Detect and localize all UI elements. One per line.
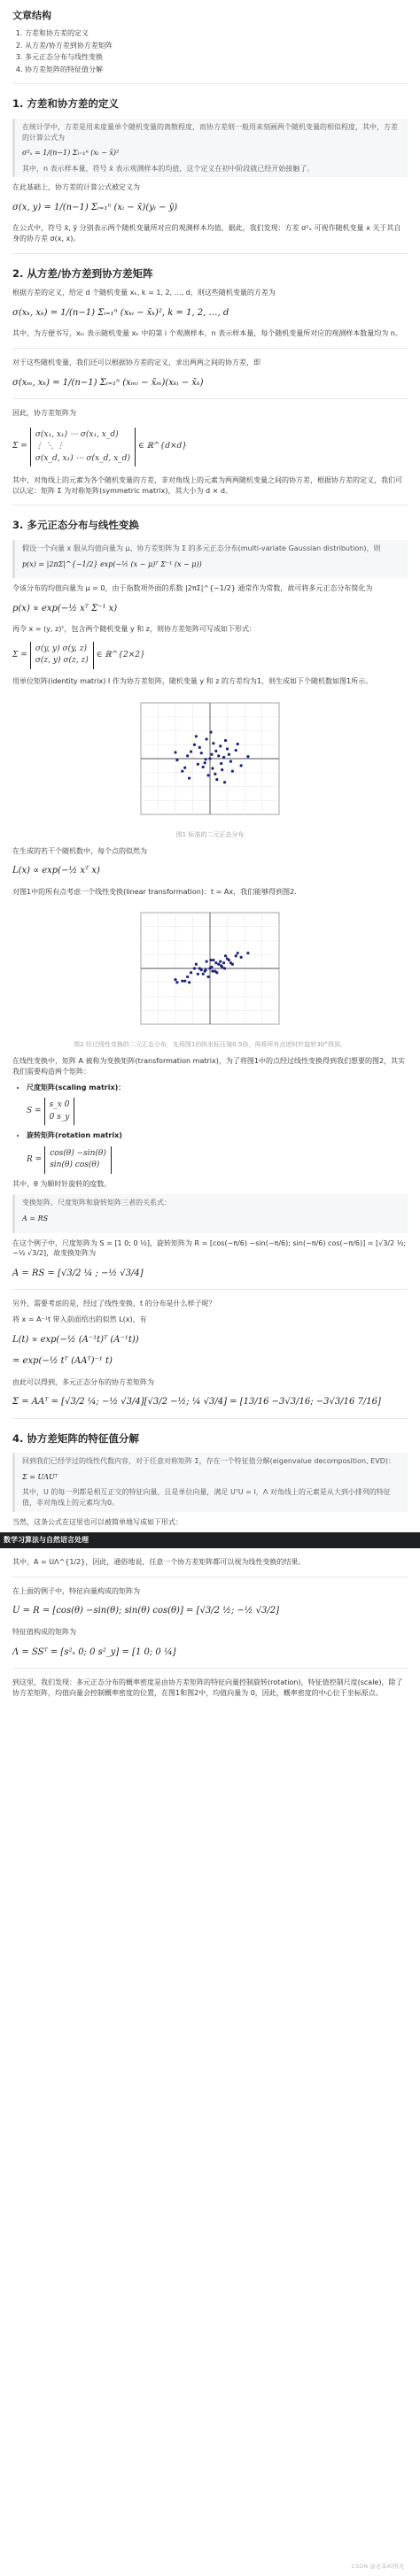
scatter-point [200, 752, 203, 754]
figure-1 [12, 692, 408, 825]
scatter-point [219, 744, 222, 747]
scatter-point [223, 968, 226, 970]
scatter-point [217, 963, 220, 966]
scatter-point [206, 960, 208, 963]
scatter-point [215, 971, 218, 974]
scatter-point [246, 952, 249, 954]
matrix-body [30, 642, 94, 669]
matrix-label: Σ = [12, 442, 27, 451]
divider [12, 1668, 408, 1669]
figure-caption: 图1 标准的二元正态分布 [175, 830, 245, 838]
overlay-banner[interactable]: 数学习算法与自然语言处理 [0, 1532, 420, 1548]
rotation-matrix [44, 1146, 112, 1174]
scatter-point [214, 749, 217, 752]
matrix-label: Σ = [12, 650, 27, 659]
scatter-point [222, 961, 225, 964]
matrix-suffix: ∈ ℝ^{2×2} [96, 650, 145, 659]
divider [12, 253, 408, 254]
section-1-title: 1. 方差和协方差的定义 [12, 97, 119, 111]
scatter-point [206, 737, 208, 740]
divider [12, 1289, 408, 1290]
blockquote [12, 1453, 408, 1511]
scatter-point [188, 776, 191, 779]
scatter-point [229, 760, 232, 762]
formula-ars: A = RS [22, 1215, 49, 1223]
scatter-point [183, 980, 186, 983]
formula-gaussian-simplified: p(x) ∝ exp(−½ xᵀ Σ⁻¹ x) [12, 603, 118, 613]
scatter-point [212, 742, 214, 744]
scatter-point [219, 960, 222, 963]
matrix-row: σ(x_d, x₁) ⋯ σ(x_d, x_d) [35, 453, 130, 463]
scatter-point [205, 758, 207, 760]
toc-item[interactable]: 4. 协方差矩阵的特征值分解 [25, 65, 408, 75]
paragraph: 再令 x = (y, z)ᵀ，包含两个随机变量 y 和 z，则协方差矩阵可写成如下形式： [12, 625, 256, 634]
section-3-title: 3. 多元正态分布与线性变换 [12, 519, 139, 532]
scatter-point [209, 730, 212, 733]
scatter-point [197, 973, 199, 976]
scatter-point [246, 755, 249, 758]
scatter-point [210, 752, 213, 755]
formula-evd: Σ = UΛUᵀ [22, 1472, 58, 1481]
scatter-point [181, 769, 183, 772]
blockquote [12, 119, 408, 177]
scatter-point [237, 952, 239, 954]
matrix-row: σ(x₁, x₁) ⋯ σ(x₁, x_d) [35, 429, 119, 439]
scatter-point [205, 968, 207, 971]
bullet-label: 旋转矩阵(rotation matrix) [27, 1131, 122, 1140]
covariance-matrix [12, 428, 408, 467]
paragraph: 在线性变换中，矩阵 A 被称为变换矩阵(transformation matrix)，为了将图1中的点经过线性变换得到我们想要的图2，其实我们需要构造两个矩阵： [12, 1057, 406, 1076]
scatter-point [198, 968, 201, 970]
quote-text: 其中，n 表示样本量，符号 x̄ 表示观测样本的均值，这个定义在初中阶段就已经开始接触了。 [22, 164, 315, 173]
paragraph: 到这里，我们发现：多元正态分布的概率密度是由协方差矩阵的特征向量控制旋转(rotation)，特征值控制尺度(scale)，除了协方差矩阵，均值向量会控制概率密度的位置，在图1和图2中，均值向量为 0，因此，概率密度的中心位于坐标原点。 [12, 1678, 403, 1697]
scatter-point [197, 762, 199, 765]
matrix-row: σ(y, y) σ(y, z) [35, 644, 88, 653]
scatter-plot-1 [130, 692, 290, 825]
scatter-point [181, 980, 183, 983]
formula-variance-k: σ(xₖ, xₖ) = 1/(n−1) Σᵢ₌₁ⁿ (xₖᵢ − x̄ₖ)², k = 1, 2, …, d [12, 307, 229, 318]
paragraph: 由此可以得到，多元正态分布的协方差矩阵为 [12, 1377, 154, 1386]
scatter-point [175, 981, 178, 983]
formula-lambda: Λ = SSᵀ = [s²ₓ 0; 0 s²_y] = [1 0; 0 ¼] [12, 1647, 176, 1657]
scatter-point [186, 754, 189, 757]
paragraph: 在生成的若干个随机数中，每个点的似然为 [12, 846, 147, 855]
formula-a: A = RS = [√3/2 ¼ ; −½ √3/4] [12, 1268, 144, 1278]
matrix-body [30, 428, 136, 467]
quote-text: 变换矩阵、尺度矩阵和旋转矩阵三者的关系式： [22, 1199, 171, 1207]
scatter-point [240, 764, 243, 767]
paragraph: 在公式中，符号 x̄, ȳ 分别表示两个随机变量所对应的观测样本均值，据此，我们发现：方差 σ²ₓ 可视作随机变量 x 关于其自身的协方差 σ(x, x)。 [12, 224, 401, 243]
scatter-point [215, 778, 218, 781]
scatter-point [193, 968, 196, 970]
scatter-point [174, 751, 176, 753]
matrix-row: 0 s_y [49, 1112, 70, 1122]
formula-covariance: σ(x, y) = 1/(n−1) Σᵢ₌₁ⁿ (xᵢ − x̄)(yᵢ − ȳ) [12, 202, 178, 212]
scatter-point [226, 747, 229, 750]
paragraph: 其中，为方便书写，xₖᵢ 表示随机变量 xₖ 中的第 i 个观测样本，n 表示样本量，每个随机变量所对应的观测样本数量均为 n。 [12, 329, 402, 338]
paragraph: 令该分布的均值向量为 μ = 0，由于指数项外面的系数 |2πΣ|^{−1/2} 通常作为常数，故可将多元正态分布简化为 [12, 584, 373, 593]
bullet-item [27, 1130, 408, 1174]
scatter-point [224, 955, 227, 958]
scatter-point [224, 738, 227, 741]
quote-text: 假设一个向量 x 服从均值向量为 μ、协方差矩阵为 Σ 的多元正态分布(multi-variate Gaussian distribution)，则 [22, 544, 381, 553]
scatter-point [214, 961, 217, 964]
matrix-row: σ(z, y) σ(z, z) [35, 656, 89, 666]
paragraph: 用单位矩阵(identity matrix) I 作为协方差矩阵，随机变量 y 和 z 的方差均为1，则生成如下个随机数如图1所示。 [12, 676, 373, 685]
paragraph: 在此基础上，协方差的计算公式被定义为 [12, 183, 140, 192]
paragraph: 其中，A = UΛ^{1/2}，因此，通俗地说，任意一个协方差矩阵都可以视为线性变换的结果。 [12, 1558, 306, 1567]
matrix-row: cos(θ) −sin(θ) [50, 1148, 106, 1158]
paragraph: 因此，协方差矩阵为 [12, 409, 76, 418]
scatter-point [217, 754, 220, 757]
formula-lt-1: L(t) ∝ exp(−½ (A⁻¹t)ᵀ (A⁻¹t)) [12, 1334, 139, 1345]
paragraph: 在上面的例子中，特征向量构成的矩阵为 [12, 1586, 140, 1595]
blockquote [12, 1194, 408, 1232]
bullet-label: 尺度矩阵(scaling matrix)： [27, 1083, 126, 1091]
formula-likelihood: L(x) ∝ exp(−½ xᵀ x) [12, 866, 100, 876]
scatter-point [209, 959, 212, 961]
matrix-row: sin(θ) cos(θ) [50, 1161, 100, 1170]
formula-u: U = R = [cos(θ) −sin(θ); sin(θ) cos(θ)] = [√3/2 ½; −½ √3/2] [12, 1606, 279, 1616]
matrix-label: S = [27, 1107, 42, 1116]
paragraph: 根据方差的定义，给定 d 个随机变量 xₖ, k = 1, 2, …, d，则这些随机变量的方差为 [12, 289, 276, 297]
scatter-point [228, 959, 230, 961]
scatter-point [240, 956, 243, 959]
scaling-matrix [44, 1098, 75, 1125]
scatter-point [204, 761, 206, 764]
section-2-title: 2. 从方差/协方差到协方差矩阵 [12, 266, 153, 280]
scatter-point [195, 735, 198, 737]
scatter-point [237, 742, 239, 744]
scatter-point [208, 757, 211, 760]
paragraph: 其中，θ 为顺时针旋转的度数。 [12, 1179, 112, 1188]
paragraph: 将 x = A⁻¹t 带入前面给出的似然 L(x)，有 [12, 1315, 147, 1323]
matrix-row: s_x 0 [49, 1100, 70, 1110]
scatter-point [231, 963, 234, 966]
scatter-point [193, 743, 196, 745]
scatter-point [208, 968, 211, 970]
scatter-point [202, 973, 205, 976]
toc-list [12, 28, 408, 74]
scatter-point [183, 766, 186, 768]
scatter-point [188, 981, 191, 983]
paragraph: 对图1中的所有点考虑一个线性变换(linear transformation)：t = Ax，我们能够得到图2. [12, 887, 297, 896]
toc-item[interactable]: 2. 从方差/协方差到协方差矩阵 [25, 41, 408, 51]
formula-gaussian: p(x) = |2πΣ|^{−1/2} exp(−½ (x − μ)ᵀ Σ⁻¹ (x − μ)) [22, 559, 202, 568]
toc-item[interactable]: 1. 方差和协方差的定义 [25, 28, 408, 39]
watermark: CSDN @老笨Ai图灵 [351, 2562, 404, 2570]
quote-text: 在统计学中，方差是用来度量单个随机变量的离散程度，而协方差则一般用来刻画两个随机变量的相似程度，其中，方差的计算公式为 [22, 122, 398, 142]
scatter-point [186, 976, 189, 978]
scatter-point [198, 745, 201, 748]
scatter-point [211, 767, 214, 769]
matrix-row: ⋮ ⋱ ⋮ [35, 442, 65, 451]
divider [12, 348, 408, 349]
bullet-list [12, 1083, 408, 1174]
section-4-title: 4. 协方差矩阵的特征值分解 [12, 1431, 139, 1445]
scatter-point [222, 755, 225, 758]
scatter-point [190, 971, 192, 974]
quote-text: 其中，U 的每一列都是相互正交的特征向量，且是单位向量，满足 UᵀU = I，Λ 对角线上的元素是从大到小排列的特征值，非对角线上的元素均为0。 [22, 1488, 391, 1508]
scatter-point [190, 750, 192, 752]
figure-caption: 图2 经过线性变换的二元正态分布，先将图1的纵坐标压缩0.5倍，再将所有点逆时针旋转30°得到。 [74, 1041, 346, 1049]
scatter-point [231, 769, 234, 772]
toc-title: 文章结构 [12, 10, 51, 21]
scatter-point [211, 970, 214, 973]
paragraph: 特征值构成的矩阵为 [12, 1627, 76, 1636]
bullet-item [27, 1083, 408, 1126]
blockquote [12, 540, 408, 578]
scatter-point [212, 959, 214, 961]
scatter-point [235, 955, 237, 958]
paragraph: 另外，需要考虑的是，经过了线性变换，t 的分布是什么样子呢？ [12, 1300, 216, 1308]
paragraph: 在这个例子中，尺度矩阵为 S = [1 0; 0 ½]，旋转矩阵为 R = [cos(−π/6) −sin(−π/6); sin(−π/6) cos(−π/6)] = [√3/2 ½; −½ √3/2]，故变换矩阵为 [12, 1238, 407, 1258]
toc-item[interactable]: 3. 多元正态分布与线性变换 [25, 52, 408, 63]
scatter-point [220, 965, 222, 968]
paragraph: 对于这些随机变量，我们还可以根据协方差的定义，求出两两之间的协方差，即 [12, 359, 261, 366]
covariance-matrix-2d [12, 642, 408, 669]
paragraph: 当然，这条公式在这里也可以被简单地写成如下形式： [12, 1517, 183, 1526]
formula-variance: σ²ₓ = 1/(n−1) Σᵢ₌₁ⁿ (xᵢ − x̄)² [22, 149, 120, 158]
scatter-point [202, 765, 205, 767]
divider [12, 1418, 408, 1419]
divider [12, 398, 408, 399]
matrix-suffix: ∈ ℝ^{d×d} [137, 442, 188, 451]
scatter-point [235, 748, 237, 751]
scatter-point [223, 781, 226, 783]
formula-lt-2: = exp(−½ tᵀ (AAᵀ)⁻¹ t) [12, 1356, 113, 1367]
scatter-point [214, 772, 216, 775]
paragraph: 其中，对角线上的元素为各个随机变量的方差，非对角线上的元素为两两随机变量之间的协方差，根据协方差的定义，我们可以认定：矩阵 Σ 为对称矩阵(symmetric matrix)，其大小为 d × d。 [12, 476, 402, 495]
divider [12, 83, 408, 84]
formula-covariance-mk: σ(xₘ, xₖ) = 1/(n−1) Σᵢ₌₁ⁿ (xₘᵢ − x̄ₘ)(xₖᵢ − x̄ₖ) [12, 377, 204, 388]
scatter-point [220, 761, 222, 764]
scatter-point [228, 752, 230, 755]
scatter-point [175, 758, 178, 760]
scatter-point [195, 963, 198, 966]
scatter-point [221, 768, 223, 771]
scatter-point [206, 774, 209, 776]
scatter-plot-2 [130, 902, 290, 1035]
scatter-point [174, 978, 176, 981]
scatter-point [206, 976, 209, 978]
formula-sigma: Σ = AAᵀ = [√3/2 ¼; −½ √3/4][√3/2 −½; ¼ √3/4] = [13/16 −3√3/16; −3√3/16 7/16] [12, 1397, 381, 1408]
matrix-label: R = [27, 1154, 43, 1164]
quote-text: 回到我们已经学过的线性代数内容，对于任意对称矩阵 Σ，存在一个特征值分解(eigenvalue decomposition, EVD)： [22, 1457, 395, 1466]
figure-2 [12, 902, 408, 1035]
